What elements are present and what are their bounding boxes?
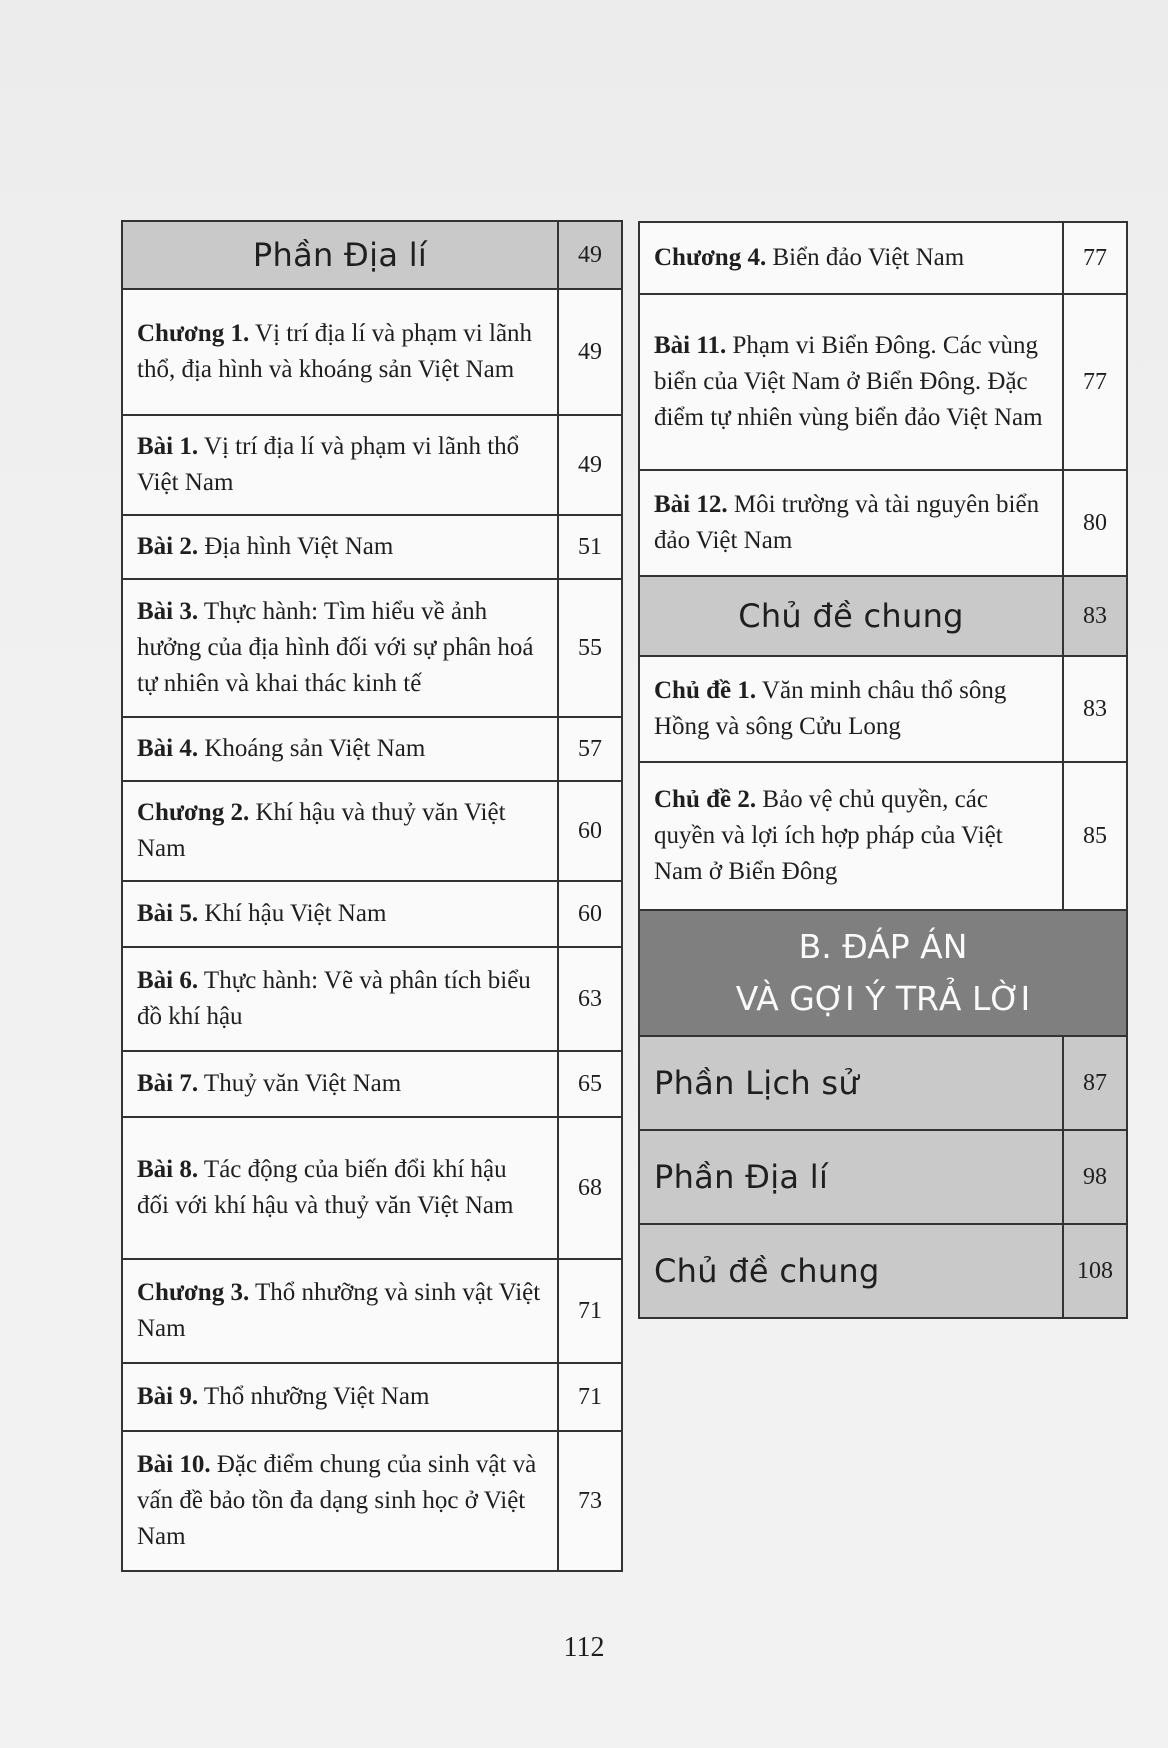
- page-ref: 83: [1063, 656, 1127, 762]
- page-ref: 65: [558, 1051, 622, 1117]
- page-ref: 49: [558, 221, 622, 289]
- entry-title: Thổ nhưỡng và sinh vật Việt Nam: [137, 1279, 541, 1342]
- entry-title: Địa hình Việt Nam: [198, 533, 394, 560]
- entry-label: Bài 4.: [137, 735, 199, 762]
- page-ref: 87: [1063, 1036, 1127, 1130]
- section-title: Chủ đề chung: [639, 576, 1063, 656]
- entry-text: [122, 515, 558, 579]
- entry-title: Khí hậu và thuỷ văn Việt Nam: [137, 799, 506, 862]
- page-ref: 80: [1063, 470, 1127, 576]
- toc-entry[interactable]: [122, 415, 622, 515]
- entry-label: Bài 9.: [137, 1383, 199, 1410]
- toc-entry[interactable]: [122, 881, 622, 947]
- entry-title: Đặc điểm chung của sinh vật và vấn đề bảo tồn đa dạng sinh học ở Việt Nam: [137, 1451, 537, 1550]
- toc-table-right: [638, 221, 1128, 1319]
- entry-label: Bài 10.: [137, 1451, 211, 1478]
- entry-text: [639, 762, 1063, 910]
- entry-text: [122, 947, 558, 1051]
- entry-label: Bài 1.: [137, 433, 199, 460]
- section-title: Phần Địa lí: [639, 1130, 1063, 1224]
- entry-text: [122, 289, 558, 415]
- entry-text: [122, 881, 558, 947]
- answer-section-lich-su[interactable]: [639, 1036, 1127, 1130]
- page-number: 112: [563, 1632, 605, 1663]
- toc-entry[interactable]: [122, 717, 622, 781]
- page-ref: 51: [558, 515, 622, 579]
- entry-label: Bài 6.: [137, 967, 199, 994]
- entry-title: Vị trí địa lí và phạm vi lãnh thổ, địa hình và khoáng sản Việt Nam: [137, 320, 533, 383]
- page-ref: 49: [558, 415, 622, 515]
- entry-text: [122, 579, 558, 717]
- toc-entry[interactable]: [122, 947, 622, 1051]
- entry-title: Bảo vệ chủ quyền, các quyền và lợi ích hợp pháp của Việt Nam ở Biển Đông: [654, 786, 1003, 885]
- entry-text: [122, 1117, 558, 1259]
- entry-label: Bài 11.: [654, 332, 727, 359]
- entry-label: Chủ đề 2.: [654, 786, 757, 813]
- entry-title: Tác động của biến đổi khí hậu đối với khí hậu và thuỷ văn Việt Nam: [137, 1156, 514, 1219]
- toc-entry[interactable]: [122, 1051, 622, 1117]
- section-title: Phần Lịch sử: [639, 1036, 1063, 1130]
- page-ref: 85: [1063, 762, 1127, 910]
- section-row-chu-de-chung[interactable]: [639, 576, 1127, 656]
- page-ref: 55: [558, 579, 622, 717]
- page-ref: 60: [558, 781, 622, 881]
- entry-title: Biển đảo Việt Nam: [766, 244, 965, 271]
- entry-text: [639, 294, 1063, 470]
- toc-entry[interactable]: [639, 470, 1127, 576]
- page-ref: 98: [1063, 1130, 1127, 1224]
- entry-title: Thực hành: Tìm hiểu về ảnh hưởng của địa hình đối với sự phân hoá tự nhiên và khai thác kinh tế: [137, 598, 534, 697]
- page-ref: 71: [558, 1259, 622, 1363]
- entry-label: Bài 7.: [137, 1070, 199, 1097]
- page-ref: 108: [1063, 1224, 1127, 1318]
- page-ref: 68: [558, 1117, 622, 1259]
- entry-label: Bài 12.: [654, 491, 728, 518]
- toc-entry[interactable]: [639, 294, 1127, 470]
- entry-text: [122, 1431, 558, 1571]
- entry-text: [639, 656, 1063, 762]
- toc-entry[interactable]: [122, 1363, 622, 1431]
- entry-label: Chương 4.: [654, 244, 767, 271]
- entry-label: Bài 5.: [137, 900, 199, 927]
- page-ref: 77: [1063, 294, 1127, 470]
- toc-table-left: [121, 220, 623, 1572]
- toc-entry[interactable]: [122, 1259, 622, 1363]
- page-ref: 63: [558, 947, 622, 1051]
- banner-line-2: VÀ GỢI Ý TRẢ LỜI: [735, 979, 1031, 1018]
- entry-title: Phạm vi Biển Đông. Các vùng biển của Việt Nam ở Biển Đông. Đặc điểm tự nhiên vùng biển đảo Việt Nam: [654, 332, 1043, 431]
- page-ref: 83: [1063, 576, 1127, 656]
- entry-text: [122, 1363, 558, 1431]
- entry-title: Môi trường và tài nguyên biển đảo Việt Nam: [654, 491, 1040, 554]
- banner-line-1: B. ĐÁP ÁN: [798, 927, 968, 966]
- entry-title: Văn minh châu thổ sông Hồng và sông Cửu Long: [654, 677, 1007, 740]
- entry-label: Chủ đề 1.: [654, 677, 757, 704]
- entry-title: Thuỷ văn Việt Nam: [198, 1070, 402, 1097]
- toc-entry[interactable]: [122, 1431, 622, 1571]
- entry-text: [122, 1259, 558, 1363]
- section-title: Chủ đề chung: [639, 1224, 1063, 1318]
- answer-section-chu-de-chung[interactable]: [639, 1224, 1127, 1318]
- answers-banner: [639, 910, 1127, 1036]
- entry-label: Chương 3.: [137, 1279, 250, 1306]
- banner-heading: [639, 910, 1127, 1036]
- entry-label: Chương 2.: [137, 799, 250, 826]
- section-row-dia-li[interactable]: [122, 221, 622, 289]
- page-ref: 71: [558, 1363, 622, 1431]
- page-ref: 60: [558, 881, 622, 947]
- entry-label: Chương 1.: [137, 320, 250, 347]
- toc-entry[interactable]: [122, 515, 622, 579]
- toc-entry[interactable]: [122, 579, 622, 717]
- entry-title: Khoáng sản Việt Nam: [198, 735, 426, 762]
- page-ref: 73: [558, 1431, 622, 1571]
- entry-text: [122, 781, 558, 881]
- toc-entry[interactable]: [122, 781, 622, 881]
- entry-text: [639, 470, 1063, 576]
- entry-label: Bài 2.: [137, 533, 199, 560]
- entry-text: [122, 415, 558, 515]
- entry-label: Bài 8.: [137, 1156, 199, 1183]
- toc-entry[interactable]: [639, 222, 1127, 294]
- page-ref: 49: [558, 289, 622, 415]
- page-ref: 77: [1063, 222, 1127, 294]
- toc-entry[interactable]: [122, 289, 622, 415]
- entry-title: Thổ nhưỡng Việt Nam: [198, 1383, 430, 1410]
- entry-title: Khí hậu Việt Nam: [198, 900, 387, 927]
- answer-section-dia-li[interactable]: [639, 1130, 1127, 1224]
- toc-entry[interactable]: [639, 656, 1127, 762]
- entry-text: [122, 1051, 558, 1117]
- section-title: Phần Địa lí: [122, 221, 558, 289]
- page-ref: 57: [558, 717, 622, 781]
- entry-label: Bài 3.: [137, 598, 199, 625]
- entry-text: [639, 222, 1063, 294]
- entry-text: [122, 717, 558, 781]
- toc-entry[interactable]: [639, 762, 1127, 910]
- entry-title: Thực hành: Vẽ và phân tích biểu đồ khí hậu: [137, 967, 531, 1030]
- toc-entry[interactable]: [122, 1117, 622, 1259]
- entry-title: Vị trí địa lí và phạm vi lãnh thổ Việt Nam: [137, 433, 520, 496]
